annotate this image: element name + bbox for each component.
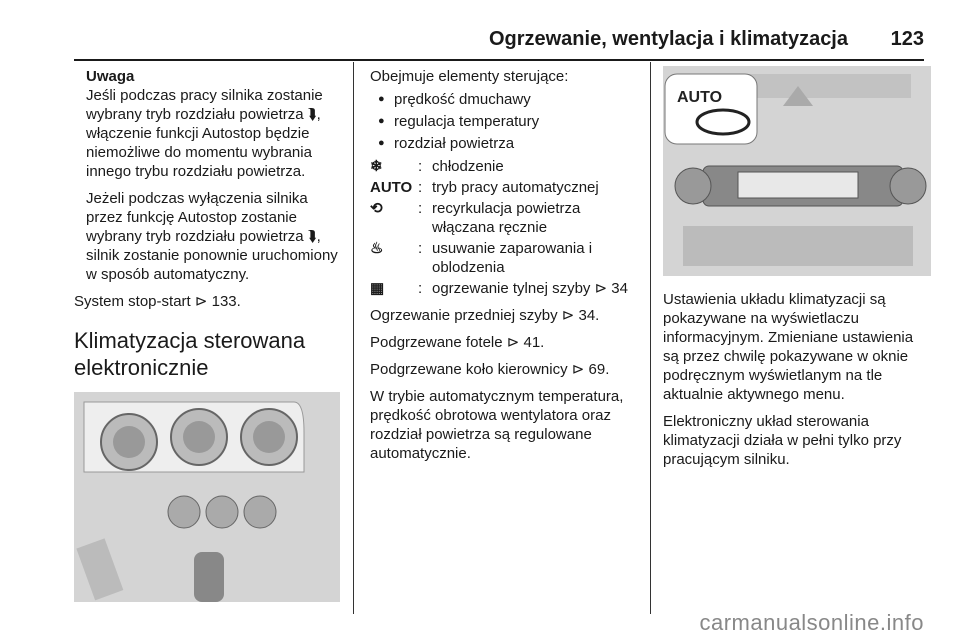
symbol-definitions — [370, 157, 640, 298]
rear-window-heat-icon: ▦ — [370, 280, 385, 297]
note-box — [86, 67, 342, 284]
recirculation-icon: ⟲ — [370, 200, 383, 217]
bullet-item: ● prędkość dmuchawy — [370, 90, 640, 109]
note-paragraph-2: Jeżeli podczas wyłączenia silnika przez funkcję Autostop zostanie wybrany tryb rozdziału powietrza ⮯, silnik zostanie ponownie uruchomiony w sposób automatyczny. — [86, 190, 338, 283]
column-divider-1 — [353, 62, 354, 614]
header-rule — [74, 59, 924, 61]
definition-text: usuwanie zaparowania i oblodzenia — [432, 240, 593, 276]
controls-intro: Obejmuje elementy sterujące: — [370, 68, 569, 85]
column-1 — [74, 67, 342, 381]
stop-start-reference: System stop-start ⊳ 133. — [74, 293, 241, 310]
page-number: 123 — [890, 28, 924, 50]
paragraph: Elektroniczny układ sterowania klimatyzacji działa w pełni tylko przy pracującym silniku. — [663, 413, 902, 468]
definition-row: ▦ : ogrzewanie tylnej szyby ⊳ 34 — [370, 279, 640, 298]
climate-knobs-illustration — [74, 392, 340, 602]
definition-text: recyrkulacja powietrza włączana ręcznie — [432, 200, 581, 236]
note-paragraph-1: Jeśli podczas pracy silnika zostanie wybrany tryb rozdziału powietrza ⮯, włączenie funkcji Autostop będzie niemożliwe do momentu wybrania innego trybu rozdziału powietrza. — [86, 87, 323, 180]
bullet-item: ● regulacja temperatury — [370, 112, 640, 131]
column-2 — [370, 67, 640, 471]
column-3 — [663, 290, 931, 477]
display-auto-label: AUTO — [677, 89, 723, 106]
definition-row: ⟲ : recyrkulacja powietrza włączana ręcznie — [370, 199, 640, 237]
definition-row: ❄ : chłodzenie — [370, 157, 640, 176]
paragraph: Podgrzewane koło kierownicy ⊳ 69. — [370, 361, 610, 378]
paragraph: W trybie automatycznym temperatura, prędkość obrotowa wentylatora oraz rozdział powietrza są regulowane automatycznie. — [370, 388, 624, 462]
definition-row: ♨ : usuwanie zaparowania i oblodzenia — [370, 239, 640, 277]
page-header-title: Ogrzewanie, wentylacja i klimatyzacja — [488, 28, 848, 50]
auto-label: AUTO — [370, 179, 413, 196]
column-divider-2 — [650, 62, 651, 614]
definition-text: ogrzewanie tylnej szyby ⊳ 34 — [432, 280, 628, 297]
defrost-icon: ♨ — [370, 240, 384, 257]
climate-display-photo — [663, 66, 931, 276]
paragraph: Podgrzewane fotele ⊳ 41. — [370, 334, 545, 351]
controls-bullet-list — [370, 90, 640, 153]
definition-text: chłodzenie — [432, 158, 504, 175]
paragraph: Ustawienia układu klimatyzacji są pokazywane na wyświetlaczu informacyjnym. Zmieniane ustawienia są przez chwilę pokazywane w oknie podręcznym wyświetlanym na tle aktualnie aktywnego menu. — [663, 291, 914, 403]
climate-control-knobs-photo — [74, 392, 340, 602]
watermark: carmanualsonline.info — [699, 610, 924, 635]
section-title: Klimatyzacja sterowana elektronicznie — [74, 328, 306, 380]
bullet-item: ● rozdział powietrza — [370, 134, 640, 153]
paragraph: Ogrzewanie przedniej szyby ⊳ 34. — [370, 307, 600, 324]
definition-text: tryb pracy automatycznej — [432, 179, 599, 196]
snowflake-icon: ❄ — [370, 158, 383, 175]
climate-display-illustration — [663, 66, 931, 276]
definition-row: AUTO : tryb pracy automatycznej — [370, 178, 640, 197]
note-heading: Uwaga — [86, 68, 135, 85]
